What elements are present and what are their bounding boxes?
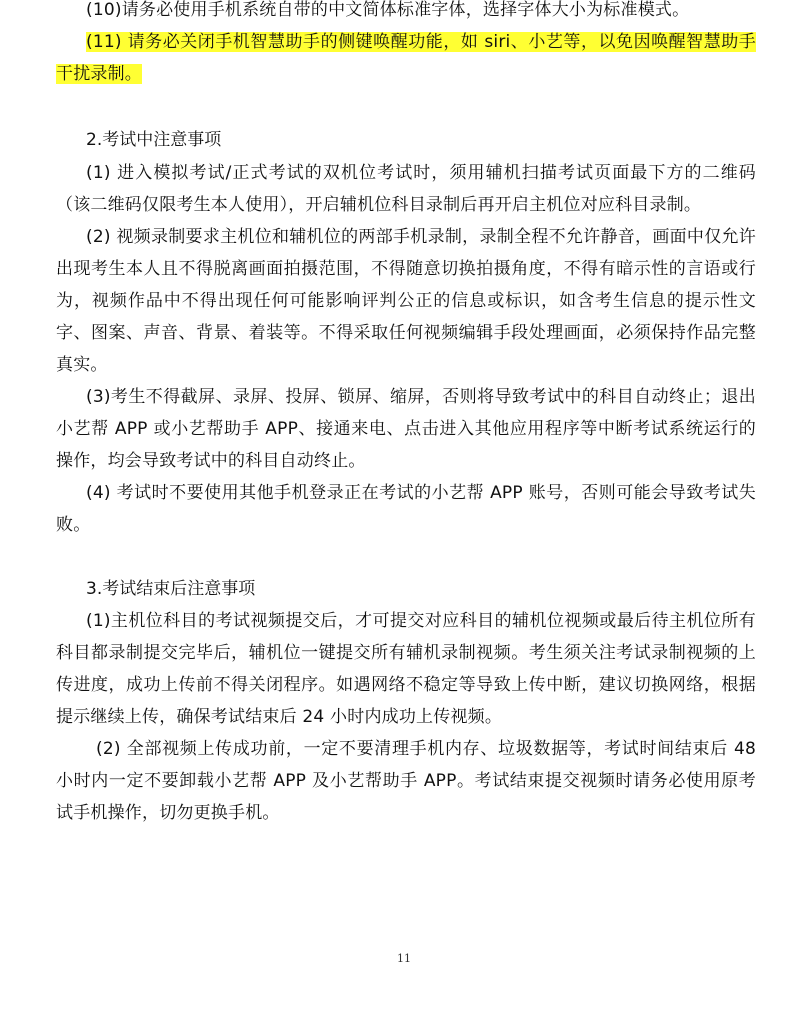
section-2-heading: 2.考试中注意事项 bbox=[86, 130, 222, 150]
spacer bbox=[56, 90, 756, 122]
highlighted-text: (11) 请务必关闭手机智慧助手的侧键唤醒功能，如 siri、小艺等，以免因唤醒智慧助手干扰录制。 bbox=[56, 32, 756, 84]
section-2-item-4: (4) 考试时不要使用其他手机登录正在考试的小艺帮 APP 账号，否则可能会导致考试失败。 bbox=[56, 483, 756, 535]
section-3-heading: 3.考试结束后注意事项 bbox=[86, 579, 256, 599]
device-item-11 bbox=[56, 26, 756, 90]
spacer bbox=[56, 541, 756, 573]
document-page bbox=[56, 0, 756, 829]
section-2-item-1: (1) 进入模拟考试/正式考试的双机位考试时，须用辅机扫描考试页面最下方的二维码（该二维码仅限考生本人使用），开启辅机位科目录制后再开启主机位对应科目录制。 bbox=[56, 163, 756, 215]
section-3-item-1: (1)主机位科目的考试视频提交后，才可提交对应科目的辅机位视频或最后待主机位所有科目都录制提交完毕后，辅机位一键提交所有辅机录制视频。考生须关注考试录制视频的上传进度，成功上传前不得关闭程序。如遇网络不稳定等导致上传中断，建议切换网络，根据提示继续上传，确保考试结束后 24 小时内成功上传视频。 bbox=[56, 611, 756, 727]
section-2-item-3: (3)考生不得截屏、录屏、投屏、锁屏、缩屏，否则将导致考试中的科目自动终止；退出小艺帮 APP 或小艺帮助手 APP、接通来电、点击进入其他应用程序等中断考试系统运行的操作，均会导致考试中的科目自动终止。 bbox=[56, 387, 756, 471]
section-2-item-2: (2) 视频录制要求主机位和辅机位的两部手机录制，录制全程不允许静音，画面中仅允许出现考生本人且不得脱离画面拍摄范围，不得随意切换拍摄角度，不得有暗示性的言语或行为，视频作品中不得出现任何可能影响评判公正的信息或标识，如含考生信息的提示性文字、图案、声音、背景、着装等。不得采取任何视频编辑手段处理画面，必须保持作品完整真实。 bbox=[56, 227, 756, 375]
device-item-10: (10)请务必使用手机系统自带的中文简体标准字体，选择字体大小为标准模式。 bbox=[86, 0, 690, 20]
page-number: 11 bbox=[397, 952, 411, 965]
section-3-item-2: (2) 全部视频上传成功前，一定不要清理手机内存、垃圾数据等，考试时间结束后 48 小时内一定不要卸载小艺帮 APP 及小艺帮助手 APP。考试结束提交视频时请务必使用原考试手机操作，切勿更换手机。 bbox=[56, 739, 756, 823]
